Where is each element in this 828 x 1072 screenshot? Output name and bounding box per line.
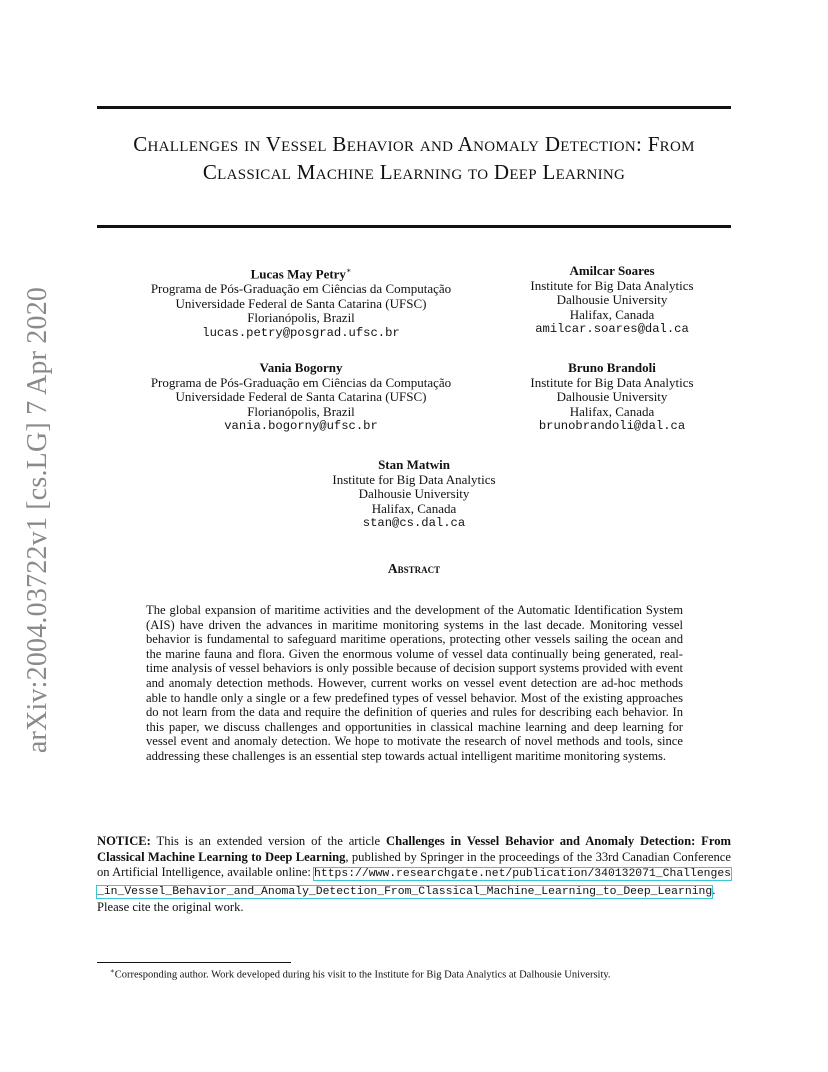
author-location: Halifax, Canada [569,306,655,322]
footnote-rule [97,962,291,963]
author-affiliation: Dalhousie University [556,389,668,405]
author-affiliation: Institute for Big Data Analytics [530,374,694,390]
author-block [496,264,728,337]
author-affiliation: Institute for Big Data Analytics [332,471,496,487]
author-name: Stan Matwin [378,457,450,472]
abstract-heading: Abstract [387,561,441,576]
footnote-mark: ∗ [110,967,115,975]
author-name: Amilcar Soares [569,263,655,278]
author-block [496,361,728,434]
notice-article-title: Challenges in Vessel Behavior and Anomaly Detection: From Classical Machine Learning to Deep Learning [97,834,731,864]
author-block [131,264,471,340]
author-email[interactable]: lucas.petry@posgrad.ufsc.br [202,325,400,340]
author-email[interactable]: stan@cs.dal.ca [362,516,466,531]
arxiv-identifier-stamp: arXiv:2004.03722v1 [cs.LG] 7 Apr 2020 [22,286,53,754]
notice-text: , published by Springer in the proceedings of the 33rd Canadian Conference on Artificial Intelligence, available online: [97,849,731,880]
author-affiliation: Programa de Pós-Graduação em Ciências da Computação [150,374,452,390]
author-affiliation: Dalhousie University [556,292,668,308]
author-location: Florianópolis, Brazil [247,403,355,419]
author-name: Vania Bogorny [259,360,343,375]
author-location: Florianópolis, Brazil [247,310,355,326]
author-affiliation: Institute for Big Data Analytics [530,277,694,293]
author-affiliation: Universidade Federal de Santa Catarina (UFSC) [175,295,427,311]
footnote-text: Corresponding author. Work developed during his visit to the Institute for Big Data Analytics at Dalhousie University. [114,969,611,981]
author-block [131,361,471,434]
title-top-rule [97,106,731,109]
author-affiliation: Dalhousie University [358,486,470,502]
author-block [294,458,534,531]
author-name: Lucas May Petry∗ [250,266,352,282]
notice-text: . Please cite the original work. [97,882,716,915]
author-location: Halifax, Canada [569,403,655,419]
paper-title: Challenges in Vessel Behavior and Anomaly Detection: From Classical Machine Learning to Deep Learning [133,132,695,184]
notice-url-link[interactable]: https://www.researchgate.net/publication/340132071_Challenges_in_Vessel_Behavior_and_Anomaly_Detection_From_Classical_Machine_Learning_to_Deep_Learning [97,868,731,898]
author-email[interactable]: vania.bogorny@ufsc.br [224,419,378,434]
author-location: Halifax, Canada [371,500,457,516]
footnote [110,965,730,982]
notice-paragraph [97,834,731,916]
author-email[interactable]: brunobrandoli@dal.ca [538,419,686,434]
author-email[interactable]: amilcar.soares@dal.ca [535,322,689,337]
notice-text: This is an extended version of the article [150,834,387,848]
author-name: Bruno Brandoli [568,360,656,375]
title-bottom-rule [97,225,731,228]
abstract-text: The global expansion of maritime activities and the development of the Automatic Identification System (AIS) have driven the advances in maritime monitoring systems in the last decade. Monitoring vessel behavior is fundamental to safeguard maritime operations, protecting other vessels sailing the ocean and the marine fauna and flora. Given the enormous volume of vessel data continually being generated, real-time analysis of vessel behaviors is only possible because of decision support systems provided with event and anomaly detection methods. However, current works on vessel event detection are ad-hoc methods able to handle only a single or a few predefined types of vessel behavior. Most of the existing approaches do not learn from the data and require the definition of queries and rules for describing each behavior. In this paper, we discuss challenges and opportunities in classical machine learning and deep learning for vessel event and anomaly detection. We hope to motivate the research of novel methods and tools, since addressing these challenges is an essential step towards actual intelligent maritime monitoring systems. [146,603,683,763]
notice-label: NOTICE: [97,834,151,848]
author-affiliation: Universidade Federal de Santa Catarina (UFSC) [175,389,427,405]
author-affiliation: Programa de Pós-Graduação em Ciências da Computação [150,280,452,296]
